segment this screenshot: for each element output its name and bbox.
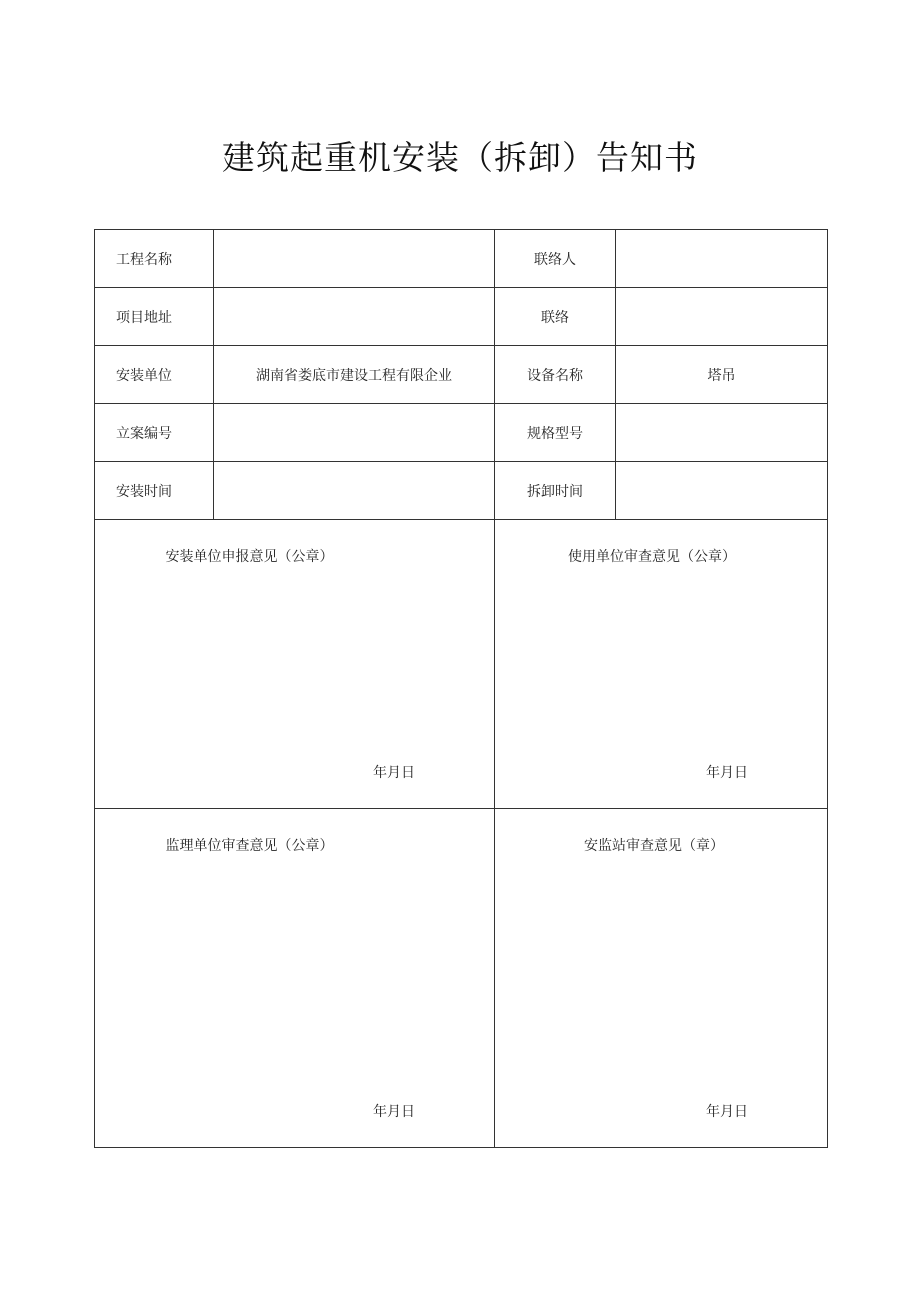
contact-person-field[interactable] (616, 230, 828, 288)
project-address-field[interactable] (214, 288, 495, 346)
contact-label: 联络 (495, 288, 616, 346)
row-filing-number (95, 404, 828, 462)
install-unit-opinion-title: 安装单位申报意见（公章） (165, 549, 334, 565)
dismantle-time-label: 拆卸时间 (495, 462, 616, 520)
project-name-field[interactable] (214, 230, 495, 288)
filing-number-label: 立案编号 (95, 404, 214, 462)
install-unit-field[interactable]: 湖南省娄底市建设工程有限企业 (214, 346, 495, 404)
document-title: 建筑起重机安装（拆卸）告知书 (222, 138, 698, 177)
row-project-name (95, 230, 828, 288)
install-unit-opinion-box[interactable] (95, 520, 495, 809)
supervision-unit-opinion-box[interactable] (95, 809, 495, 1148)
equipment-name-label: 设备名称 (495, 346, 616, 404)
safety-station-opinion-date: 年月日 (706, 1104, 748, 1120)
dismantle-time-field[interactable] (616, 462, 828, 520)
supervision-unit-opinion-date: 年月日 (373, 1104, 415, 1120)
notification-form-table (94, 229, 828, 1148)
row-install-unit (95, 346, 828, 404)
equipment-name-field[interactable]: 塔吊 (616, 346, 828, 404)
user-unit-opinion-title: 使用单位审查意见（公章） (568, 549, 736, 565)
contact-field[interactable] (616, 288, 828, 346)
project-address-label: 项目地址 (95, 288, 214, 346)
safety-station-opinion-box[interactable] (495, 809, 828, 1148)
row-project-address (95, 288, 828, 346)
install-time-field[interactable] (214, 462, 495, 520)
filing-number-field[interactable] (214, 404, 495, 462)
supervision-unit-opinion-title: 监理单位审查意见（公章） (165, 838, 334, 854)
safety-station-opinion-title: 安监站审查意见（章） (584, 838, 724, 854)
install-unit-label: 安装单位 (95, 346, 214, 404)
contact-person-label: 联络人 (495, 230, 616, 288)
user-unit-opinion-date: 年月日 (706, 765, 748, 781)
row-install-time (95, 462, 828, 520)
model-spec-label: 规格型号 (495, 404, 616, 462)
user-unit-opinion-box[interactable] (495, 520, 828, 809)
row-opinions-bottom (95, 809, 828, 1148)
project-name-label: 工程名称 (95, 230, 214, 288)
install-time-label: 安装时间 (95, 462, 214, 520)
row-opinions-top (95, 520, 828, 809)
model-spec-field[interactable] (616, 404, 828, 462)
install-unit-opinion-date: 年月日 (373, 765, 415, 781)
